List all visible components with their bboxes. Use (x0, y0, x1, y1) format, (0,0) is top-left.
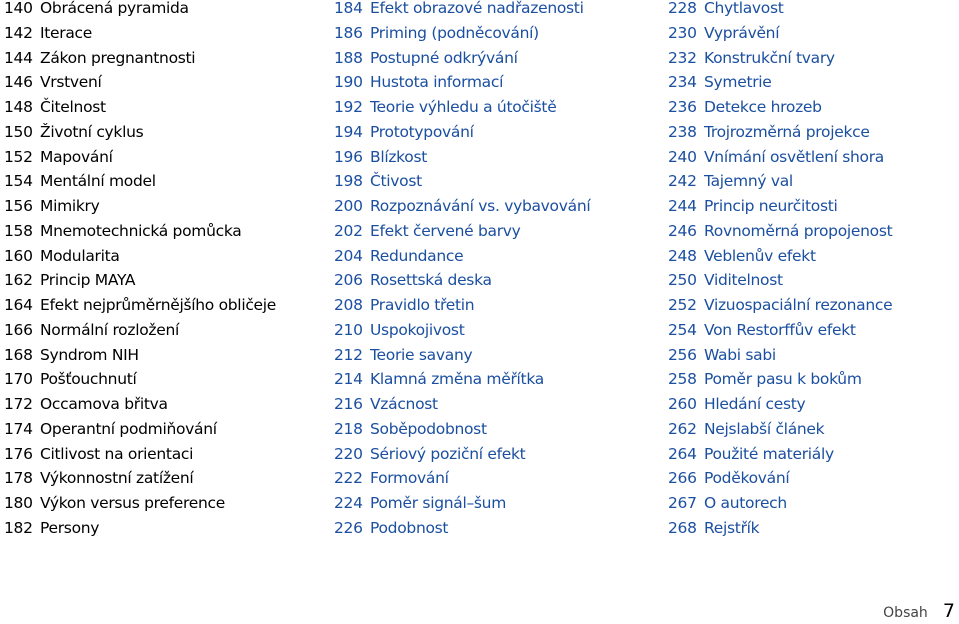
toc-entry-title: Podobnost (370, 518, 449, 537)
toc-entry-title: Vzácnost (370, 395, 438, 413)
toc-entry[interactable] (334, 70, 644, 95)
section-label: Obsah (883, 605, 928, 621)
toc-entry[interactable] (668, 466, 956, 491)
toc-entry-page: 246 (668, 221, 697, 240)
toc-entry-title: Priming (podněcování) (370, 23, 539, 42)
toc-entry[interactable] (4, 120, 324, 145)
toc-entry-title: Occamova břitva (40, 395, 168, 413)
toc-entry-page: 174 (4, 419, 33, 438)
toc-entry-page: 266 (668, 469, 697, 488)
toc-entry-page: 168 (4, 345, 33, 364)
toc-entry-title: Postupné odkrývání (370, 48, 518, 67)
toc-entry-title: Vrstvení (40, 73, 102, 92)
toc-column-2 (334, 0, 644, 541)
toc-entry-title: Trojrozměrná projekce (704, 122, 870, 141)
toc-entry-page: 170 (4, 370, 33, 389)
toc-entry-title: Redundance (370, 246, 464, 265)
toc-entry[interactable] (334, 516, 644, 541)
toc-entry[interactable] (334, 367, 644, 392)
toc-entry-title: Vyprávění (704, 23, 780, 42)
toc-entry-title: Rosettská deska (370, 271, 492, 290)
toc-entry-title: Výkon versus preference (40, 494, 225, 512)
toc-entry[interactable] (334, 491, 644, 516)
toc-entry[interactable] (668, 46, 956, 71)
toc-entry-title: Pravidlo třetin (370, 296, 475, 314)
toc-entry[interactable] (668, 367, 956, 392)
toc-entry-title: Princip neurčitosti (704, 197, 838, 215)
toc-entry[interactable] (4, 268, 324, 293)
toc-entry-page: 224 (334, 494, 363, 512)
toc-entry-title: Soběpodobnost (370, 419, 487, 438)
toc-entry-page: 204 (334, 246, 363, 265)
toc-entry[interactable] (334, 417, 644, 442)
toc-entry[interactable] (334, 268, 644, 293)
toc-entry[interactable] (4, 343, 324, 368)
toc-entry-page: 248 (668, 246, 697, 265)
toc-entry-page: 198 (334, 172, 363, 191)
toc-entry[interactable] (4, 95, 324, 120)
toc-entry-title: Vizuospaciální rezonance (704, 296, 893, 314)
toc-entry[interactable] (668, 145, 956, 170)
toc-entry-page: 160 (4, 246, 33, 265)
toc-entry-page: 140 (4, 0, 33, 17)
toc-entry-page: 242 (668, 172, 697, 191)
toc-entry[interactable] (334, 120, 644, 145)
toc-entry-title: Poměr signál–šum (370, 494, 507, 512)
toc-entry-page: 176 (4, 444, 33, 463)
toc-entry[interactable] (334, 0, 644, 21)
toc-entry-title: Operantní podmiňování (40, 419, 217, 438)
toc-entry-page: 180 (4, 494, 33, 512)
toc-entry[interactable] (4, 516, 324, 541)
toc-entry[interactable] (4, 194, 324, 219)
toc-entry[interactable] (4, 442, 324, 467)
toc-entry[interactable] (668, 0, 956, 21)
toc-entry[interactable] (334, 466, 644, 491)
toc-entry[interactable] (4, 392, 324, 417)
toc-entry[interactable] (668, 417, 956, 442)
toc-entry[interactable] (668, 219, 956, 244)
toc-entry-title: Teorie výhledu a útočiště (370, 98, 557, 116)
toc-entry-page: 142 (4, 23, 33, 42)
toc-entry[interactable] (4, 70, 324, 95)
toc-entry-title: Čtivost (370, 172, 422, 191)
toc-entry-title: Teorie savany (370, 345, 473, 364)
toc-entry-title: Uspokojivost (370, 320, 465, 339)
toc-entry[interactable] (668, 318, 956, 343)
toc-column-3 (668, 0, 956, 541)
toc-entry[interactable] (334, 46, 644, 71)
toc-entry[interactable] (4, 244, 324, 269)
toc-entry[interactable] (668, 442, 956, 467)
toc-entry-title: Chytlavost (704, 0, 784, 17)
toc-entry[interactable] (668, 95, 956, 120)
toc-entry[interactable] (4, 21, 324, 46)
toc-entry-title: Mimikry (40, 197, 100, 215)
toc-entry-title: Efekt nejprůměrnějšího obličeje (40, 296, 277, 314)
toc-entry-title: Klamná změna měřítka (370, 370, 544, 389)
toc-entry[interactable] (4, 466, 324, 491)
toc-entry-page: 232 (668, 48, 697, 67)
toc-entry-page: 220 (334, 444, 363, 463)
toc-entry-title: Efekt červené barvy (370, 221, 521, 240)
toc-entry-page: 222 (334, 469, 363, 488)
toc-entry-title: Efekt obrazové nadřazenosti (370, 0, 584, 17)
toc-entry-page: 250 (668, 271, 697, 290)
toc-entry-title: Viditelnost (704, 271, 783, 290)
toc-entry-page: 200 (334, 197, 363, 215)
toc-entry-title: Formování (370, 469, 449, 488)
toc-entry[interactable] (4, 293, 324, 318)
toc-entry-page: 268 (668, 518, 697, 537)
toc-entry[interactable] (334, 293, 644, 318)
toc-entry[interactable] (4, 169, 324, 194)
toc-entry[interactable] (668, 169, 956, 194)
toc-entry[interactable] (334, 194, 644, 219)
toc-entry-title: Rovnoměrná propojenost (704, 221, 893, 240)
toc-entry-page: 210 (334, 320, 363, 339)
toc-entry-page: 230 (668, 23, 697, 42)
toc-entry-title: Výkonnostní zatížení (40, 469, 194, 488)
toc-entry-page: 186 (334, 23, 363, 42)
toc-entry[interactable] (334, 21, 644, 46)
toc-entry[interactable] (668, 21, 956, 46)
toc-entry-page: 216 (334, 395, 363, 413)
toc-entry-title: Modularita (40, 246, 120, 265)
toc-entry-page: 196 (334, 147, 363, 166)
toc-entry-page: 158 (4, 221, 33, 240)
toc-entry-title: O autorech (704, 494, 787, 512)
toc-entry-title: Hustota informací (370, 73, 504, 92)
toc-entry-page: 262 (668, 419, 697, 438)
toc-entry[interactable] (334, 343, 644, 368)
toc-entry[interactable] (4, 491, 324, 516)
toc-entry[interactable] (4, 219, 324, 244)
toc-entry-title: Rozpoznávání vs. vybavování (370, 197, 591, 215)
toc-entry-title: Normální rozložení (40, 320, 179, 339)
toc-entry-page: 236 (668, 98, 697, 116)
toc-entry-page: 260 (668, 395, 697, 413)
toc-entry-title: Mapování (40, 147, 113, 166)
toc-entry-title: Obrácená pyramida (40, 0, 189, 17)
toc-entry-title: Poměr pasu k bokům (704, 370, 862, 389)
toc-entry-page: 164 (4, 296, 33, 314)
toc-entry-title: Mentální model (40, 172, 156, 191)
toc-entry-title: Mnemotechnická pomůcka (40, 221, 242, 240)
toc-entry[interactable] (334, 392, 644, 417)
toc-entry-title: Použité materiály (704, 444, 834, 463)
toc-entry[interactable] (334, 145, 644, 170)
toc-entry-page: 234 (668, 73, 697, 92)
toc-entry-page: 238 (668, 122, 697, 141)
toc-entry-page: 192 (334, 98, 363, 116)
toc-entry[interactable] (668, 194, 956, 219)
toc-entry[interactable] (4, 318, 324, 343)
toc-entry[interactable] (668, 343, 956, 368)
toc-entry[interactable] (334, 95, 644, 120)
toc-entry-title: Detekce hrozeb (704, 98, 822, 116)
toc-entry[interactable] (4, 145, 324, 170)
toc-entry-title: Čitelnost (40, 98, 106, 116)
toc-entry-page: 218 (334, 419, 363, 438)
toc-entry-page: 244 (668, 197, 697, 215)
toc-column-1 (4, 0, 324, 541)
toc-entry-title: Veblenův efekt (704, 246, 816, 265)
toc-entry-page: 267 (668, 494, 697, 512)
page-number: 7 (942, 600, 955, 622)
toc-entry-page: 172 (4, 395, 33, 413)
toc-entry-page: 154 (4, 172, 33, 191)
toc-entry[interactable] (4, 367, 324, 392)
toc-entry[interactable] (668, 516, 956, 541)
toc-entry[interactable] (668, 268, 956, 293)
toc-entry-title: Konstrukční tvary (704, 48, 835, 67)
toc-entry[interactable] (668, 491, 956, 516)
toc-entry-page: 166 (4, 320, 33, 339)
toc-entry-page: 228 (668, 0, 697, 17)
toc-entry-page: 150 (4, 122, 33, 141)
toc-entry[interactable] (668, 70, 956, 95)
toc-entry-title: Princip MAYA (40, 271, 136, 290)
toc-entry[interactable] (668, 244, 956, 269)
toc-entry[interactable] (4, 0, 324, 21)
toc-entry-title: Persony (40, 518, 100, 537)
toc-entry-page: 202 (334, 221, 363, 240)
toc-entry-title: Wabi sabi (704, 345, 776, 364)
toc-entry-page: 212 (334, 345, 363, 364)
toc-entry-title: Životní cyklus (40, 122, 144, 141)
toc-entry-page: 208 (334, 296, 363, 314)
toc-entry-title: Syndrom NIH (40, 345, 139, 364)
toc-entry[interactable] (668, 120, 956, 145)
toc-entry-page: 240 (668, 147, 697, 166)
toc-entry-page: 178 (4, 469, 33, 488)
toc-entry-title: Iterace (40, 23, 93, 42)
toc-entry-title: Nejslabší článek (704, 419, 825, 438)
toc-entry-page: 146 (4, 73, 33, 92)
toc-entry-title: Tajemný val (704, 172, 793, 191)
toc-entry-page: 194 (334, 122, 363, 141)
toc-entry-page: 214 (334, 370, 363, 389)
toc-entry[interactable] (334, 244, 644, 269)
toc-entry-page: 144 (4, 48, 33, 67)
toc-entry-page: 184 (334, 0, 363, 17)
toc-entry-title: Zákon pregnantnosti (40, 48, 196, 67)
page-footer (883, 600, 955, 622)
toc-entry-title: Vnímání osvětlení shora (704, 147, 884, 166)
toc-entry[interactable] (334, 219, 644, 244)
toc-entry-page: 148 (4, 98, 33, 116)
toc-entry-page: 254 (668, 320, 697, 339)
toc-entry-title: Von Restorffův efekt (704, 320, 856, 339)
toc-entry-page: 258 (668, 370, 697, 389)
toc-entry-page: 252 (668, 296, 697, 314)
toc-entry-page: 152 (4, 147, 33, 166)
toc-entry[interactable] (668, 293, 956, 318)
toc-entry-title: Rejstřík (704, 518, 760, 537)
toc-entry-title: Pošťouchnutí (40, 370, 137, 389)
toc-entry[interactable] (334, 318, 644, 343)
toc-entry[interactable] (4, 46, 324, 71)
toc-entry[interactable] (668, 392, 956, 417)
toc-entry-page: 188 (334, 48, 363, 67)
toc-entry-page: 156 (4, 197, 33, 215)
toc-entry-title: Prototypování (370, 122, 474, 141)
toc-entry[interactable] (334, 442, 644, 467)
toc-entry-page: 162 (4, 271, 33, 290)
toc-entry-page: 206 (334, 271, 363, 290)
toc-entry-page: 256 (668, 345, 697, 364)
toc-entry[interactable] (334, 169, 644, 194)
toc-entry-title: Hledání cesty (704, 395, 806, 413)
toc-entry-title: Sériový poziční efekt (370, 444, 526, 463)
toc-entry-title: Blízkost (370, 147, 428, 166)
toc-entry-page: 226 (334, 518, 363, 537)
toc-entry[interactable] (4, 417, 324, 442)
toc-entry-page: 264 (668, 444, 697, 463)
toc-entry-title: Citlivost na orientaci (40, 444, 194, 463)
toc-entry-page: 182 (4, 518, 33, 537)
toc-entry-page: 190 (334, 73, 363, 92)
toc-entry-title: Symetrie (704, 73, 772, 92)
toc-entry-title: Poděkování (704, 469, 790, 488)
